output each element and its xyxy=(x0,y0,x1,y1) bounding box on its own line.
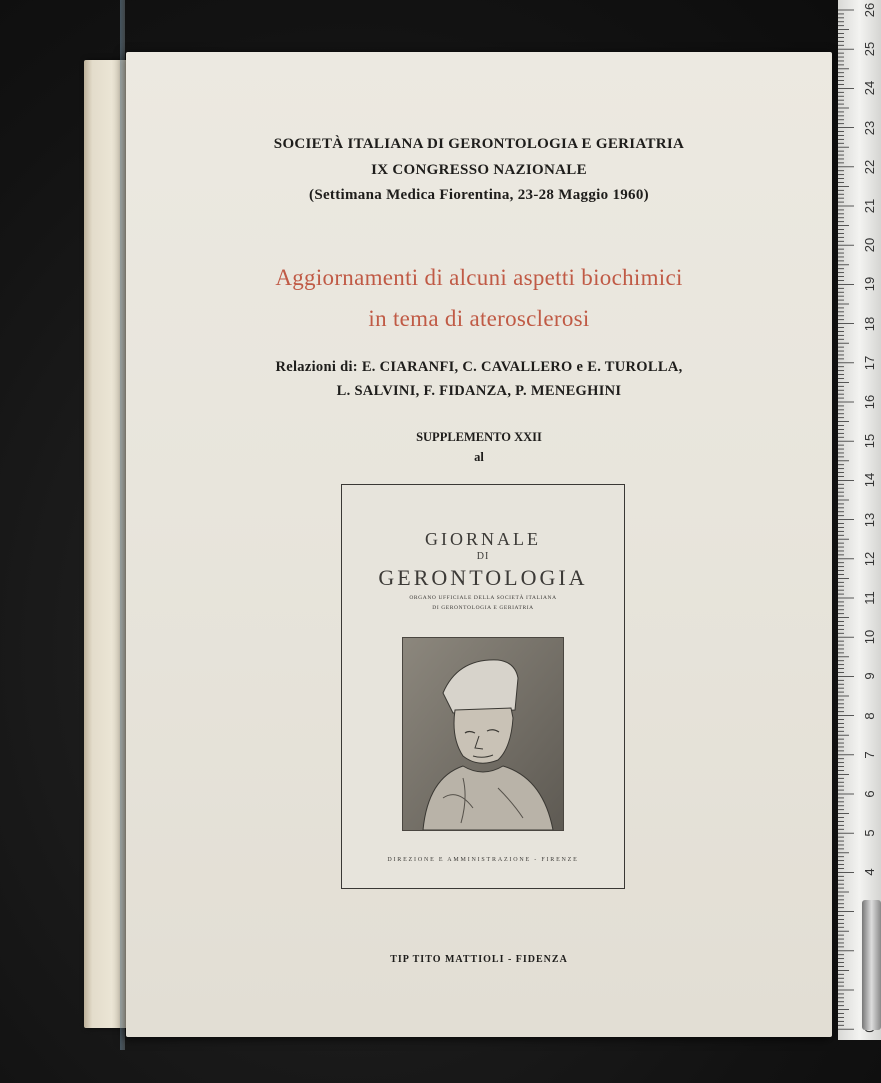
ruler-label: 5 xyxy=(862,829,877,837)
journal-organ-line-2: DI GERONTOLOGIA E GERIATRIA xyxy=(432,605,534,611)
ruler-label: 24 xyxy=(862,81,877,96)
congress-heading: IX CONGRESSO NAZIONALE xyxy=(371,162,587,178)
journal-word-gerontologia: GERONTOLOGIA xyxy=(378,565,588,590)
society-heading: SOCIETÀ ITALIANA DI GERONTOLOGIA E GERIATRIA xyxy=(273,136,685,152)
ruler-label: 17 xyxy=(862,355,877,371)
authors-line-1: Relazioni di: E. CIARANFI, C. CAVALLERO e E. TUROLLA, xyxy=(275,359,683,375)
ruler-label: 9 xyxy=(862,672,877,681)
ruler-label: 25 xyxy=(862,41,877,57)
ruler-label: 13 xyxy=(862,512,877,527)
journal-word-giornale: GIORNALE xyxy=(425,529,541,549)
supplement-label: SUPPLEMENTO XXII xyxy=(416,430,542,444)
portrait-figure-icon xyxy=(403,638,563,830)
ruler-label: 4 xyxy=(862,868,877,877)
ruler-label: 12 xyxy=(862,551,877,567)
glass-plate-edge xyxy=(120,0,125,1050)
journal-organ-line-1: ORGANO UFFICIALE DELLA SOCIETÀ ITALIANA xyxy=(409,595,557,601)
event-subheading: (Settimana Medica Fiorentina, 23-28 Maggio 1960) xyxy=(309,187,649,203)
ruler-label: 26 xyxy=(862,2,877,18)
ruler-label: 11 xyxy=(862,591,877,605)
journal-cover-image xyxy=(341,484,625,889)
title-line-1: Aggiornamenti di alcuni aspetti biochimici xyxy=(275,265,683,290)
portrait-engraving xyxy=(402,637,564,831)
ruler-label: 14 xyxy=(862,473,877,488)
ruler-label: 21 xyxy=(862,198,877,214)
journal-word-di: DI xyxy=(476,551,490,562)
title-line-2: in tema di aterosclerosi xyxy=(368,306,590,331)
ruler-label: 23 xyxy=(862,120,877,135)
supplement-al: al xyxy=(474,450,484,464)
authors-line-2: L. SALVINI, F. FIDANZA, P. MENEGHINI xyxy=(336,383,622,399)
journal-footer: DIREZIONE E AMMINISTRAZIONE - FIRENZE xyxy=(387,857,579,863)
ruler-label: 7 xyxy=(862,751,877,759)
printer-imprint: TIP TITO MATTIOLI - FIDENZA xyxy=(390,954,568,965)
ruler-label: 15 xyxy=(862,433,877,449)
ruler-label: 22 xyxy=(862,159,877,175)
booklet-cover xyxy=(126,52,832,1037)
ruler-label: 10 xyxy=(862,629,877,645)
ruler-label: 16 xyxy=(862,394,877,410)
ruler-label: 19 xyxy=(862,277,877,292)
ruler-label: 6 xyxy=(862,790,877,798)
ruler-label: 20 xyxy=(862,237,877,253)
ruler-label: 8 xyxy=(862,711,877,720)
ruler-label: 18 xyxy=(862,316,877,331)
ruler-clip xyxy=(862,900,881,1030)
measuring-ruler xyxy=(838,0,881,1040)
